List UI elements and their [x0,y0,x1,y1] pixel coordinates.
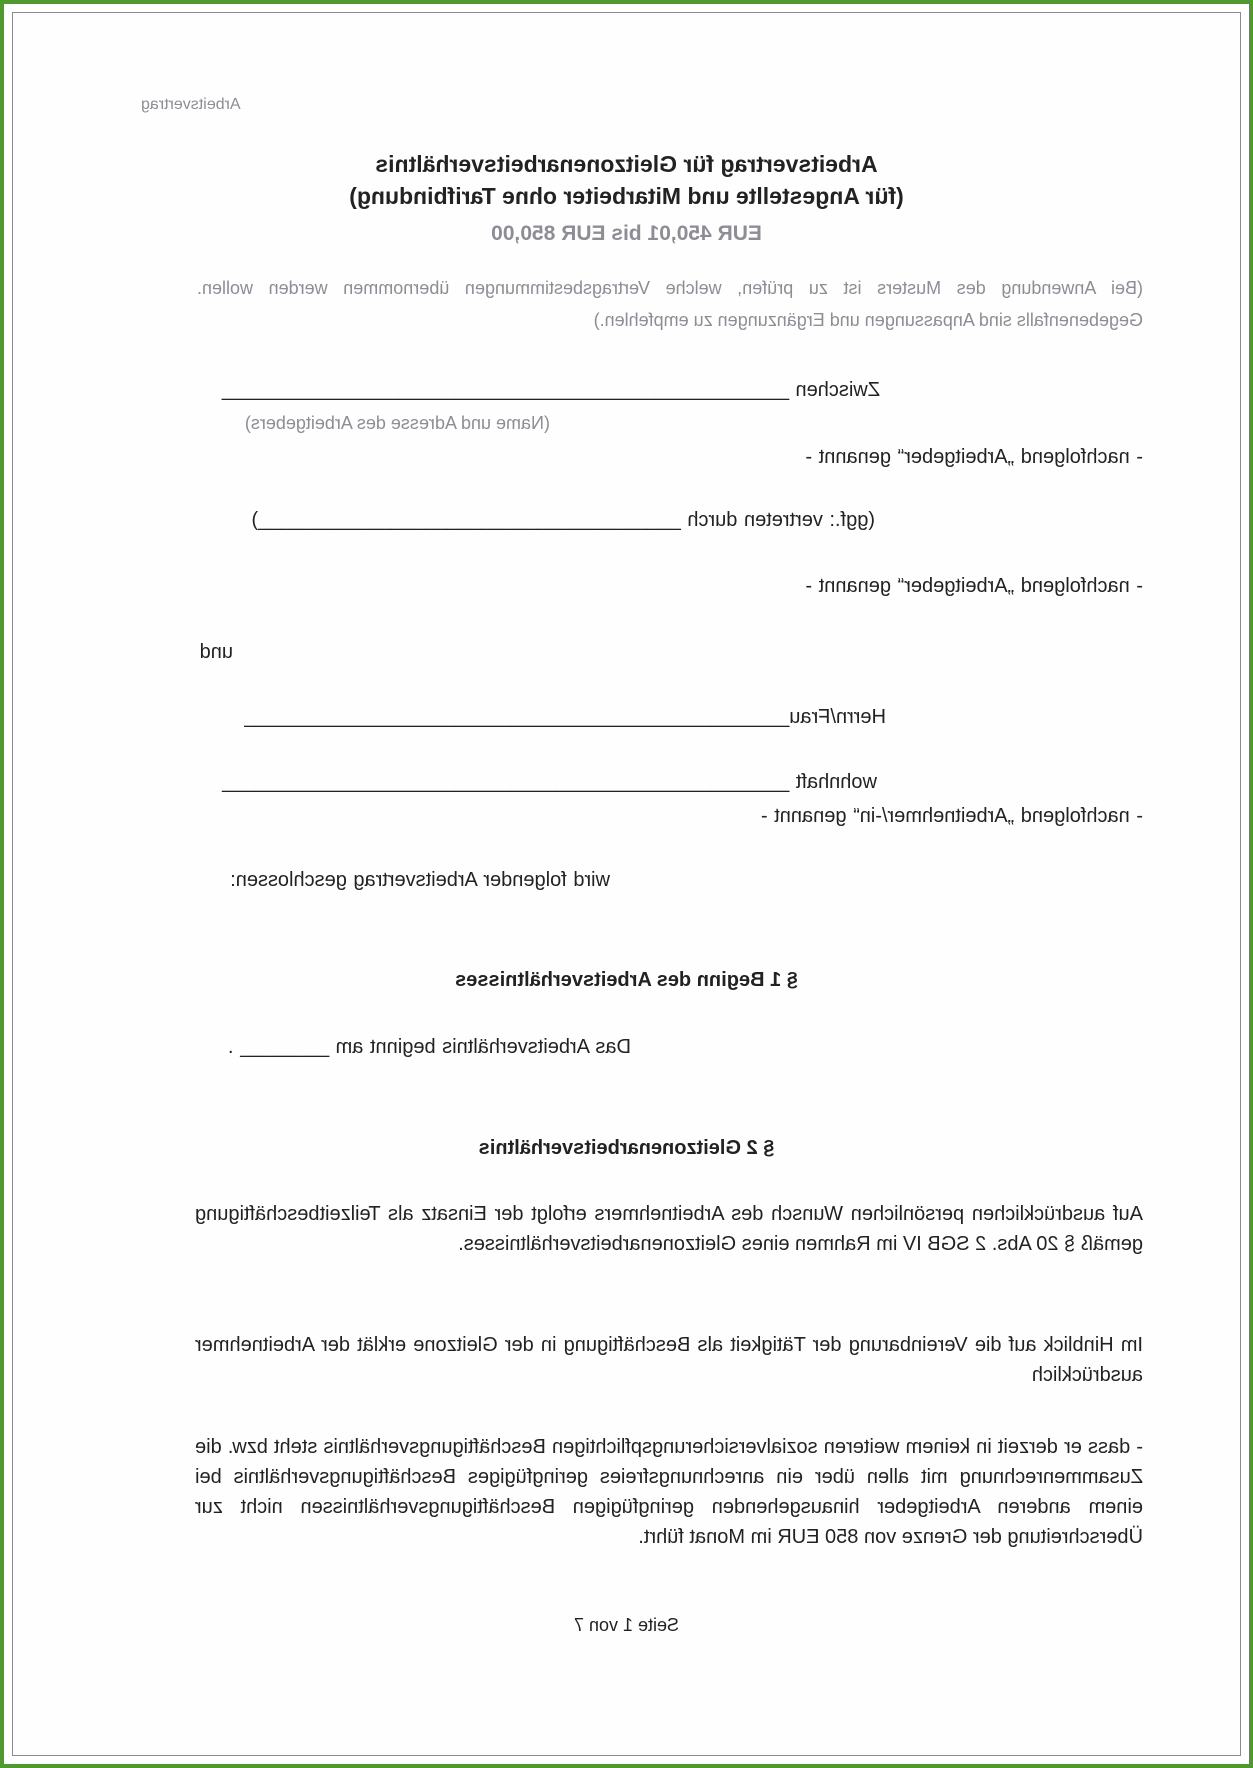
employer-address-label: (Name und Adresse des Arbeitgebers) [244,413,550,433]
template-note: (Bei Anwendung des Musters ist zu prüfen, welche Vertragsbestimmungen übernommen werden wollen. Gegebenenfalls sind Anpassungen und Ergänzungen zu empfehlen.) [197,278,1143,330]
employer-reference-1: - nachfolgend „Arbeitgeber“ genannt - [805,446,1143,468]
employer-reference-2: - nachfolgend „Arbeitgeber“ genannt - [805,575,1143,597]
section-2-paragraph-2: Im Hinblick auf die Vereinbarung der Tätigkeit als Beschäftigung in der Gleitzone erklät der Arbeitnehmer ausdrücklich [195,1334,1143,1386]
contract-intro: wird folgender Arbeitsvertrag geschlossen: [230,869,610,891]
between-line: Zwischen ___________________________________________________ [221,379,880,401]
employee-reference: - nachfolgend „Arbeitnehmer/-in“ genannt - [761,805,1143,827]
document-income-range: EUR 450,01 bis EUR 850,00 [491,222,762,245]
document-header: Arbeitsvertrag [141,96,241,113]
section-1-text: Das Arbeitsverhältnis beginnt am ________ . [227,1036,631,1058]
represented-by-line: (ggf.: vertreten durch ______________________________________) [251,509,875,531]
residence-line: wohnhaft ___________________________________________________ [221,771,877,793]
section-2-paragraph-1: Auf ausdrücklichen persönlichen Wunsch des Arbeitnehmers erfolgt der Einsatz als Teilzeitbeschäftigung gemäß § 20 Abs. 2 SGB IV im Rahmen eines Gleitzonenarbeitsverhältnisses. [195,1203,1143,1255]
document-title: Arbeitsvertrag für Gleitzonenarbeitsverhältnis [375,151,878,177]
employee-name-line: Herrn/Frau_________________________________________________ [244,706,886,728]
section-1-title: § 1 Beginn des Arbeitsverhältnisses [455,969,798,991]
document-subtitle: (für Angestellte und Mitarbeiter ohne Tarifbindung) [349,183,904,209]
and-text: und [199,641,233,663]
section-2-paragraph-3: - dass er derzeit in keinem weiteren sozialversicherungspflichtigen Beschäftigungsverhältnis steht bzw. die Zusammenrechnung mit allen über ein anrechnungsfreies geringfügiges Beschäftigungsverhältnis bei einem anderen Arbeitgeber hinausgehenden geringfügigen Beschäftigungsverhältnissen nicht zur Überschreitung der Grenze von 850 EUR im Monat führt. [195,1436,1143,1548]
section-2-title: § 2 Gleitzonenarbeitsverhältnis [478,1137,775,1159]
page-number: Seite 1 von 7 [573,1615,680,1635]
